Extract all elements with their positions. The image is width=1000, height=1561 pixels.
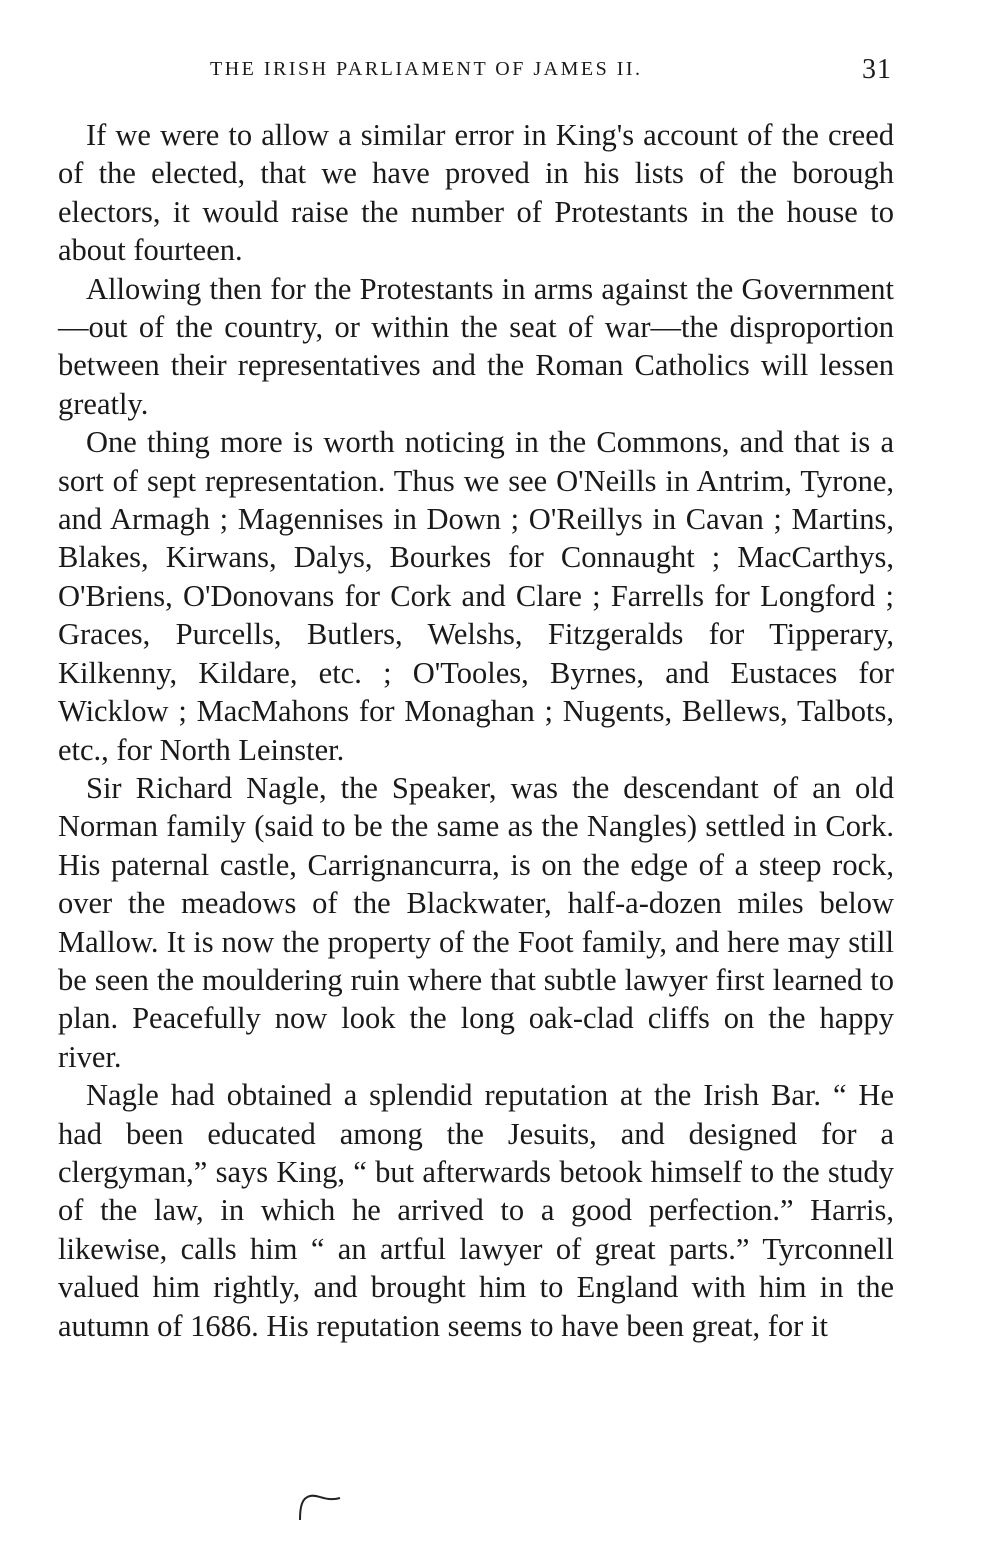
printer-mark-glyph bbox=[296, 1492, 342, 1522]
paragraph: Sir Richard Nagle, the Speaker, was the descendant of an old Norman family (said to be the same as the Nangles) settled in Cork. His paternal castle, Carrignancurra, is on the edge of a steep rock, over the meadows of the Blackwater, half-a-dozen miles below Mallow. It is now the property of the Foot family, and here may still be seen the mouldering ruin where that subtle lawyer first learned to plan. Peacefully now look the long oak-clad cliffs on the happy river. bbox=[58, 770, 894, 1074]
running-title: THE IRISH PARLIAMENT OF JAMES II. bbox=[210, 58, 643, 80]
paragraph: Nagle had obtained a splendid reputation at the Irish Bar. “ He had been educated among the Jesuits, and designed for a clergyman,” says King, “ but afterwards betook himself to the study of the law, in which he arrived to a good perfection.” Harris, likewise, calls him “ an artful lawyer of great parts.” Tyrconnell valued him rightly, and brought him to England with him in the autumn of 1686. His reputation seems to have been great, for it bbox=[58, 1078, 894, 1343]
paragraph: One thing more is worth noticing in the Commons, and that is a sort of sept representation. Thus we see O'Neills in Antrim, Tyrone, and Armagh ; Magennises in Down ; O'Reillys in Cavan ; Martins, Blakes, Kirwans, Dalys, Bourkes for Connaught ; MacCarthys, O'Briens, O'Donovans for Cork and Clare ; Farrells for Longford ; Graces, Purcells, Butlers, Welshs, Fitzgeralds for Tipperary, Kilkenny, Kildare, etc. ; O'Tooles, Byrnes, and Eustaces for Wicklow ; MacMahons for Monaghan ; Nugents, Bellews, Talbots, etc., for North Leinster. bbox=[58, 425, 894, 767]
page-number: 31 bbox=[862, 54, 892, 85]
paragraph: Allowing then for the Protestants in arms against the Government—out of the country, or within the seat of war—the disproportion between their representatives and the Roman Catholics will lessen greatly. bbox=[58, 271, 894, 421]
body-text bbox=[58, 116, 894, 1345]
paragraph: If we were to allow a similar error in King's account of the creed of the elected, that we have proved in his lists of the borough electors, it would raise the number of Protestants in the house to about fourteen. bbox=[58, 118, 894, 268]
